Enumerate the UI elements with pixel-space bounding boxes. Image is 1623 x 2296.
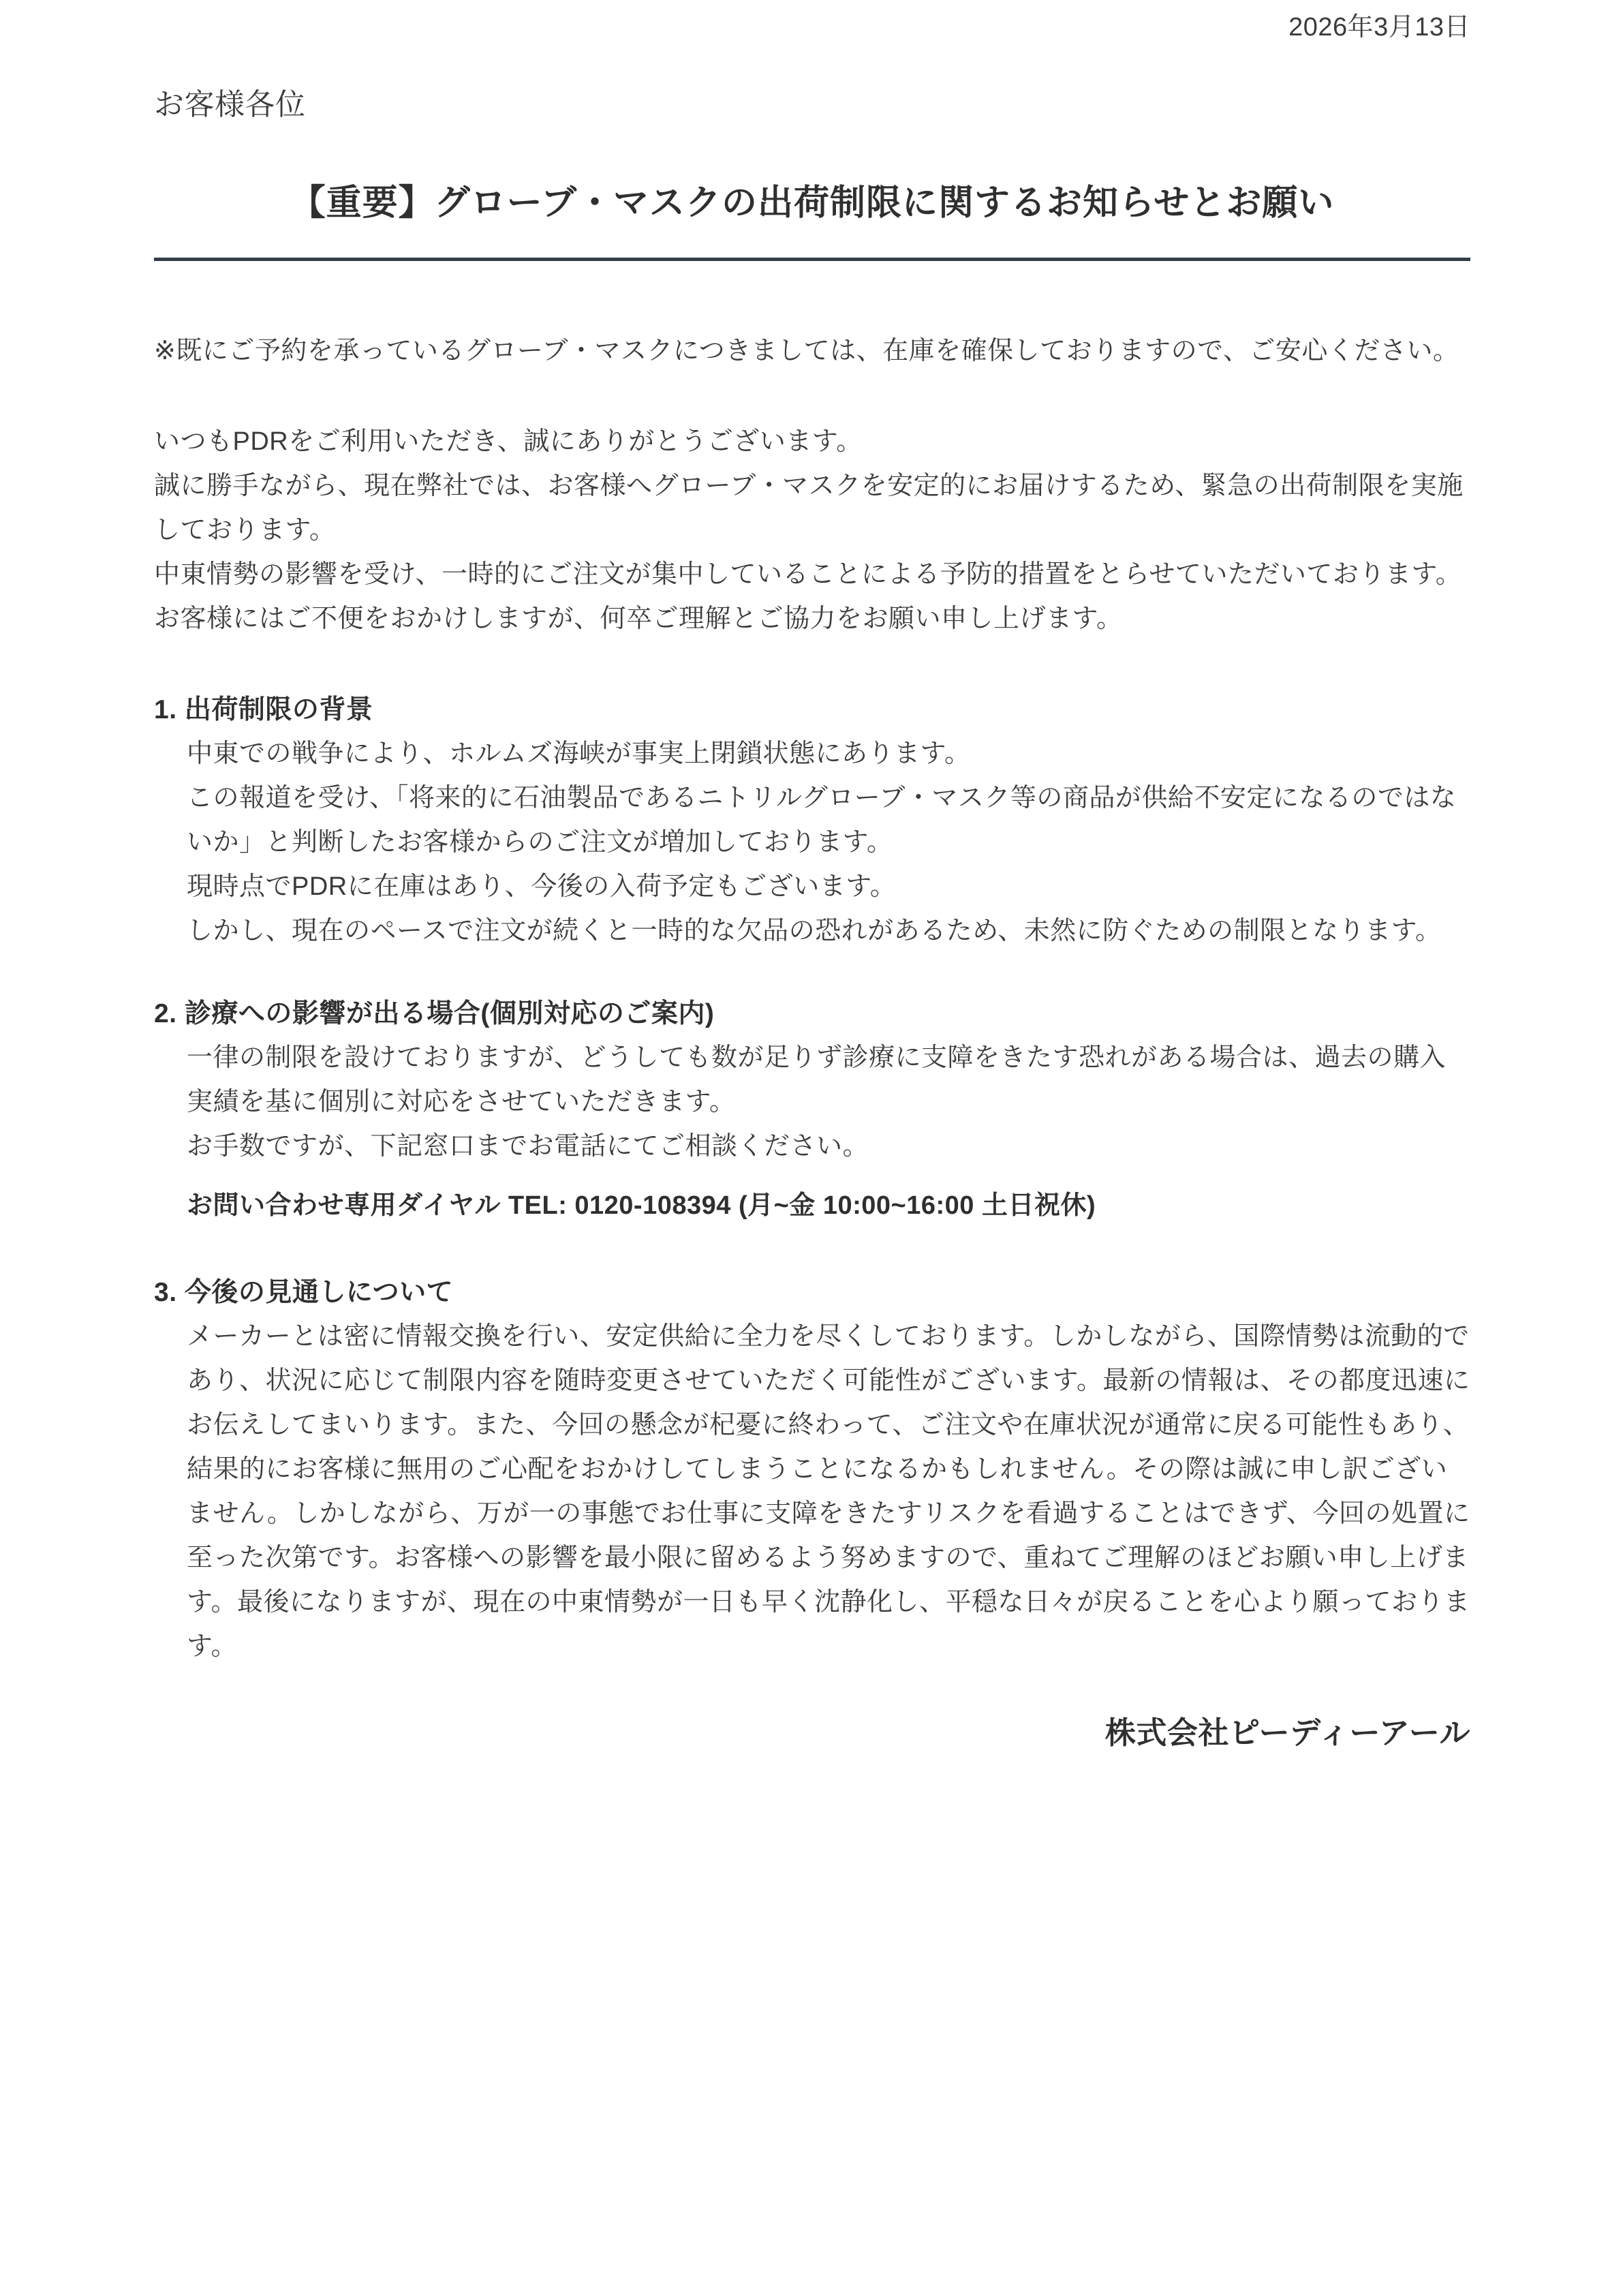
section-3-body bbox=[187, 1315, 1470, 1669]
section-1-paragraph-1: 中東での戦争により、ホルムズ海峡が事実上閉鎖状態にあります。 bbox=[187, 739, 971, 768]
section-2-heading: 2. 診療への影響が出る場合(個別対応のご案内) bbox=[154, 999, 715, 1028]
section-future-outlook bbox=[154, 1270, 1470, 1669]
section-1-body bbox=[187, 732, 1470, 953]
intro-line-1: いつもPDRをご利用いただき、誠にありがとうございます。 bbox=[154, 427, 863, 456]
section-1-paragraph-3: 現時点でPDRに在庫はあり、今後の入荷予定もございます。 bbox=[187, 872, 897, 901]
section-1-paragraph-4: しかし、現在のペースで注文が続くと一時的な欠品の恐れがあるため、未然に防ぐための制限となります。 bbox=[187, 917, 1442, 945]
section-2-paragraph-2: お手数ですが、下記窓口までお電話にてご相談ください。 bbox=[187, 1132, 869, 1161]
section-3-paragraph-1: メーカーとは密に情報交換を行い、安定供給に全力を尽くしております。しかしながら、国際情勢は流動的であり、状況に応じて制限内容を随時変更させていただく可能性がございます。最新の情報は、その都度迅速にお伝えしてまいります。また、今回の懸念が杞憂に終わって、ご注文や在庫状況が通常に戻る可能性もあり、結果的にお客様に無用のご心配をおかけしてしまうことになるかもしれません。その際は誠に申し訳ございません。しかしながら、万が一の事態でお仕事に支障をきたすリスクを看過することはできず、今回の処置に至った次第です。お客様への影響を最小限に留めるよう努めますので、重ねてご理解のほどお願い申し上げます。最後になりますが、現在の中東情勢が一日も早く沈静化し、平穏な日々が戻ることを心より願っております。 bbox=[187, 1322, 1470, 1661]
document-date: 2026年3月13日 bbox=[1288, 13, 1470, 42]
document-title: 【重要】グローブ・マスクの出荷制限に関するお知らせとお願い bbox=[290, 183, 1335, 223]
section-shipping-restriction-background bbox=[154, 688, 1470, 953]
reservation-assurance-note: ※既にご予約を承っているグローブ・マスクにつきましては、在庫を確保しておりますので、ご安心ください。 bbox=[154, 337, 1459, 365]
section-2-body bbox=[187, 1036, 1470, 1169]
section-1-heading: 1. 出荷制限の背景 bbox=[154, 695, 373, 724]
intro-line-2: 誠に勝手ながら、現在弊社では、お客様へグローブ・マスクを安定的にお届けするため、緊急の出荷制限を実施しております。 bbox=[154, 472, 1464, 545]
section-individual-support bbox=[154, 992, 1470, 1228]
intro-paragraphs bbox=[154, 420, 1470, 641]
section-2-paragraph-1: 一律の制限を設けておりますが、どうしても数が足りず診療に支障をきたす恐れがある場合は、過去の購入実績を基に個別に対応をさせていただきます。 bbox=[187, 1043, 1447, 1116]
section-1-paragraph-2: この報道を受け、「将来的に石油製品であるニトリルグローブ・マスク等の商品が供給不安定になるのではないか」と判断したお客様からのご注文が増加しております。 bbox=[187, 784, 1457, 857]
intro-line-3: 中東情勢の影響を受け、一時的にご注文が集中していることによる予防的措置をとらせていただいております。 bbox=[154, 560, 1462, 589]
company-signature: 株式会社ピーディーアール bbox=[1104, 1715, 1470, 1750]
recipient-line: お客様各位 bbox=[154, 88, 306, 121]
section-3-heading: 3. 今後の見通しについて bbox=[154, 1278, 454, 1307]
contact-phone-line: お問い合わせ専用ダイヤル TEL: 0120-108394 (月~金 10:00~16:00 土日祝休) bbox=[187, 1191, 1096, 1220]
title-divider bbox=[154, 258, 1470, 261]
intro-line-4: お客様にはご不便をおかけしますが、何卒ご理解とご協力をお願い申し上げます。 bbox=[154, 604, 1123, 633]
